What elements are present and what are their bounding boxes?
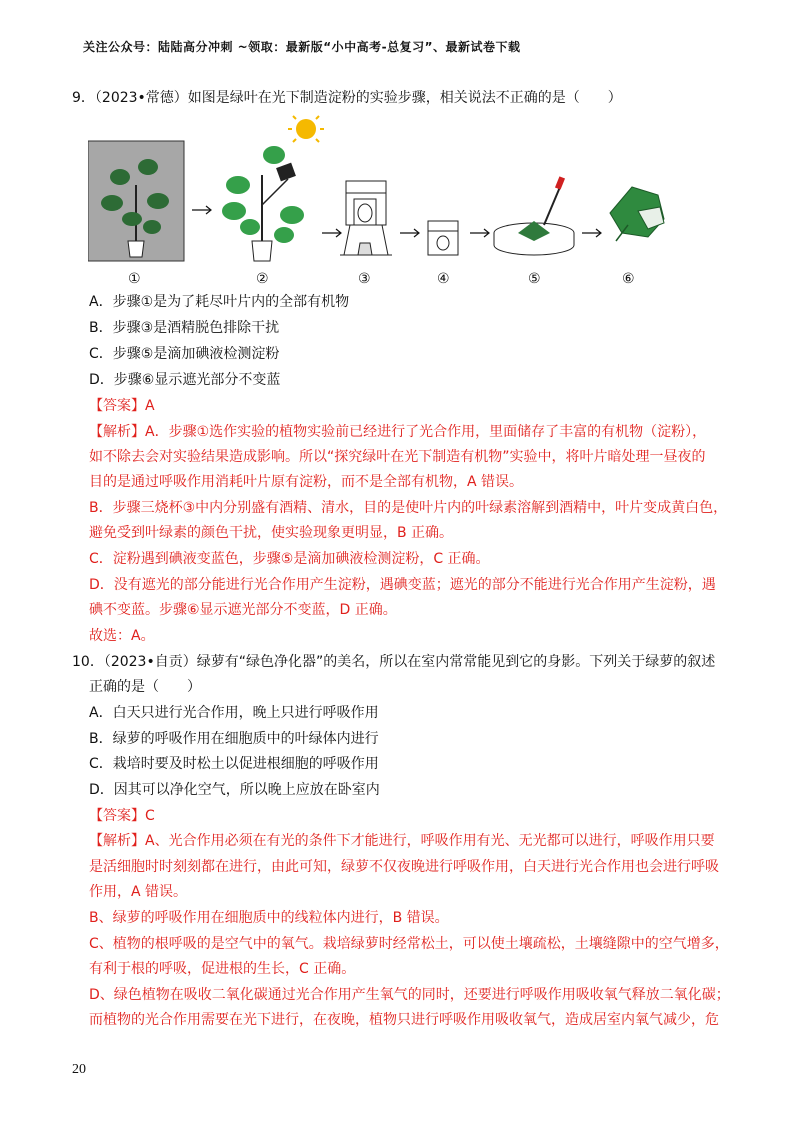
q9-option-b: B．步骤③是酒精脱色排除干扰 bbox=[89, 320, 280, 336]
step-label-1: ① bbox=[128, 271, 141, 287]
step5-iodine-dish-image bbox=[494, 176, 574, 255]
q9-option-a: A．步骤①是为了耗尽叶片内的全部有机物 bbox=[89, 294, 350, 310]
q9-analysis-line: 目的是通过呼吸作用消耗叶片原有淀粉，而不是全部有机物，A 错误。 bbox=[89, 474, 524, 490]
step1-dark-plant-image bbox=[88, 141, 184, 261]
q9-analysis-line: 故选：A。 bbox=[89, 628, 155, 644]
step4-rinse-beaker-image bbox=[428, 221, 458, 255]
q9-answer: 【答案】A bbox=[89, 398, 155, 414]
q9-analysis-line: 【解析】A．步骤①选作实验的植物实验前已经进行了光合作用，里面储存了丰富的有机物（淀粉）， bbox=[89, 424, 707, 440]
q10-analysis-line: B、绿萝的呼吸作用在细胞质中的线粒体内进行，B 错误。 bbox=[89, 910, 449, 926]
q9-option-d: D．步骤⑥显示遮光部分不变蓝 bbox=[89, 372, 281, 388]
q9-analysis-line: C．淀粉遇到碘液变蓝色，步骤⑤是滴加碘液检测淀粉，C 正确。 bbox=[89, 551, 490, 567]
step6-leaf-result-image bbox=[610, 187, 664, 241]
q10-option-a: A．白天只进行光合作用，晚上只进行呼吸作用 bbox=[89, 705, 379, 721]
q10-answer: 【答案】C bbox=[89, 808, 155, 824]
step-label-5: ⑤ bbox=[528, 271, 541, 287]
q10-analysis-line: 而植物的光合作用需要在光下进行，在夜晚，植物只进行呼吸作用吸收氧气，造成居室内氧气减少，危 bbox=[89, 1012, 719, 1028]
q9-option-c: C．步骤⑤是滴加碘液检测淀粉 bbox=[89, 346, 280, 362]
q10-analysis-line: C、植物的根呼吸的是空气中的氧气。栽培绿萝时经常松土，可以使土壤疏松，土壤缝隙中的空气增多， bbox=[89, 936, 729, 952]
q10-analysis-line: 是活细胞时时刻刻都在进行，由此可知，绿萝不仅夜晚进行呼吸作用，白天进行光合作用也会进行呼吸 bbox=[89, 859, 719, 875]
step-label-3: ③ bbox=[358, 271, 371, 287]
page-header: 关注公众号：陆陆高分冲刺 ~领取：最新版“小中高考-总复习”、最新试卷下载 bbox=[83, 40, 521, 54]
q10-analysis-line: 作用，A 错误。 bbox=[89, 884, 188, 900]
q10-analysis-line: 【解析】A、光合作用必须在有光的条件下才能进行，呼吸作用有光、无光都可以进行，呼吸作用只要 bbox=[89, 833, 715, 849]
q9-analysis-line: 避免受到叶绿素的颜色干扰，使实验现象更明显，B 正确。 bbox=[89, 525, 454, 541]
q10-analysis-line: D、绿色植物在吸收二氧化碳通过光合作用产生氧气的同时，还要进行呼吸作用吸收氧气释放二氧化碳； bbox=[89, 987, 730, 1003]
step-label-4: ④ bbox=[437, 271, 450, 287]
q10-analysis-line: 有利于根的呼吸，促进根的生长，C 正确。 bbox=[89, 961, 356, 977]
q9-analysis-line: D．没有遮光的部分能进行光合作用产生淀粉，遇碘变蓝；遮光的部分不能进行光合作用产生淀粉，遇 bbox=[89, 577, 716, 593]
step-label-2: ② bbox=[256, 271, 269, 287]
step2-sunlit-plant-image bbox=[222, 115, 324, 261]
q9-stem: 9．（2023•常德）如图是绿叶在光下制造淀粉的实验步骤，相关说法不正确的是（ ） bbox=[72, 90, 622, 106]
q9-analysis-line: B．步骤三烧杯③中内分别盛有酒精、清水，目的是使叶片内的叶绿素溶解到酒精中，叶片变成黄白色， bbox=[89, 500, 728, 516]
step-label-6: ⑥ bbox=[622, 271, 635, 287]
q9-analysis-line: 碘不变蓝。步骤⑥显示遮光部分不变蓝，D 正确。 bbox=[89, 602, 397, 618]
q10-option-c: C．栽培时要及时松土以促进根细胞的呼吸作用 bbox=[89, 756, 379, 772]
q9-analysis-line: 如不除去会对实验结果造成影响。所以“探究绿叶在光下制造有机物”实验中，将叶片暗处理一昼夜的 bbox=[89, 449, 706, 465]
q10-stem: 10．（2023•自贡）绿萝有“绿色净化器”的美名，所以在室内常常能见到它的身影。下列关于绿萝的叙述 bbox=[72, 654, 716, 670]
q10-stem-cont: 正确的是（ ） bbox=[89, 679, 201, 695]
step3-water-bath-image bbox=[340, 181, 392, 255]
q10-option-b: B．绿萝的呼吸作用在细胞质中的叶绿体内进行 bbox=[89, 731, 379, 747]
q10-option-d: D．因其可以净化空气，所以晚上应放在卧室内 bbox=[89, 782, 380, 798]
page-number: 20 bbox=[72, 1062, 86, 1077]
experiment-figure bbox=[88, 115, 668, 290]
